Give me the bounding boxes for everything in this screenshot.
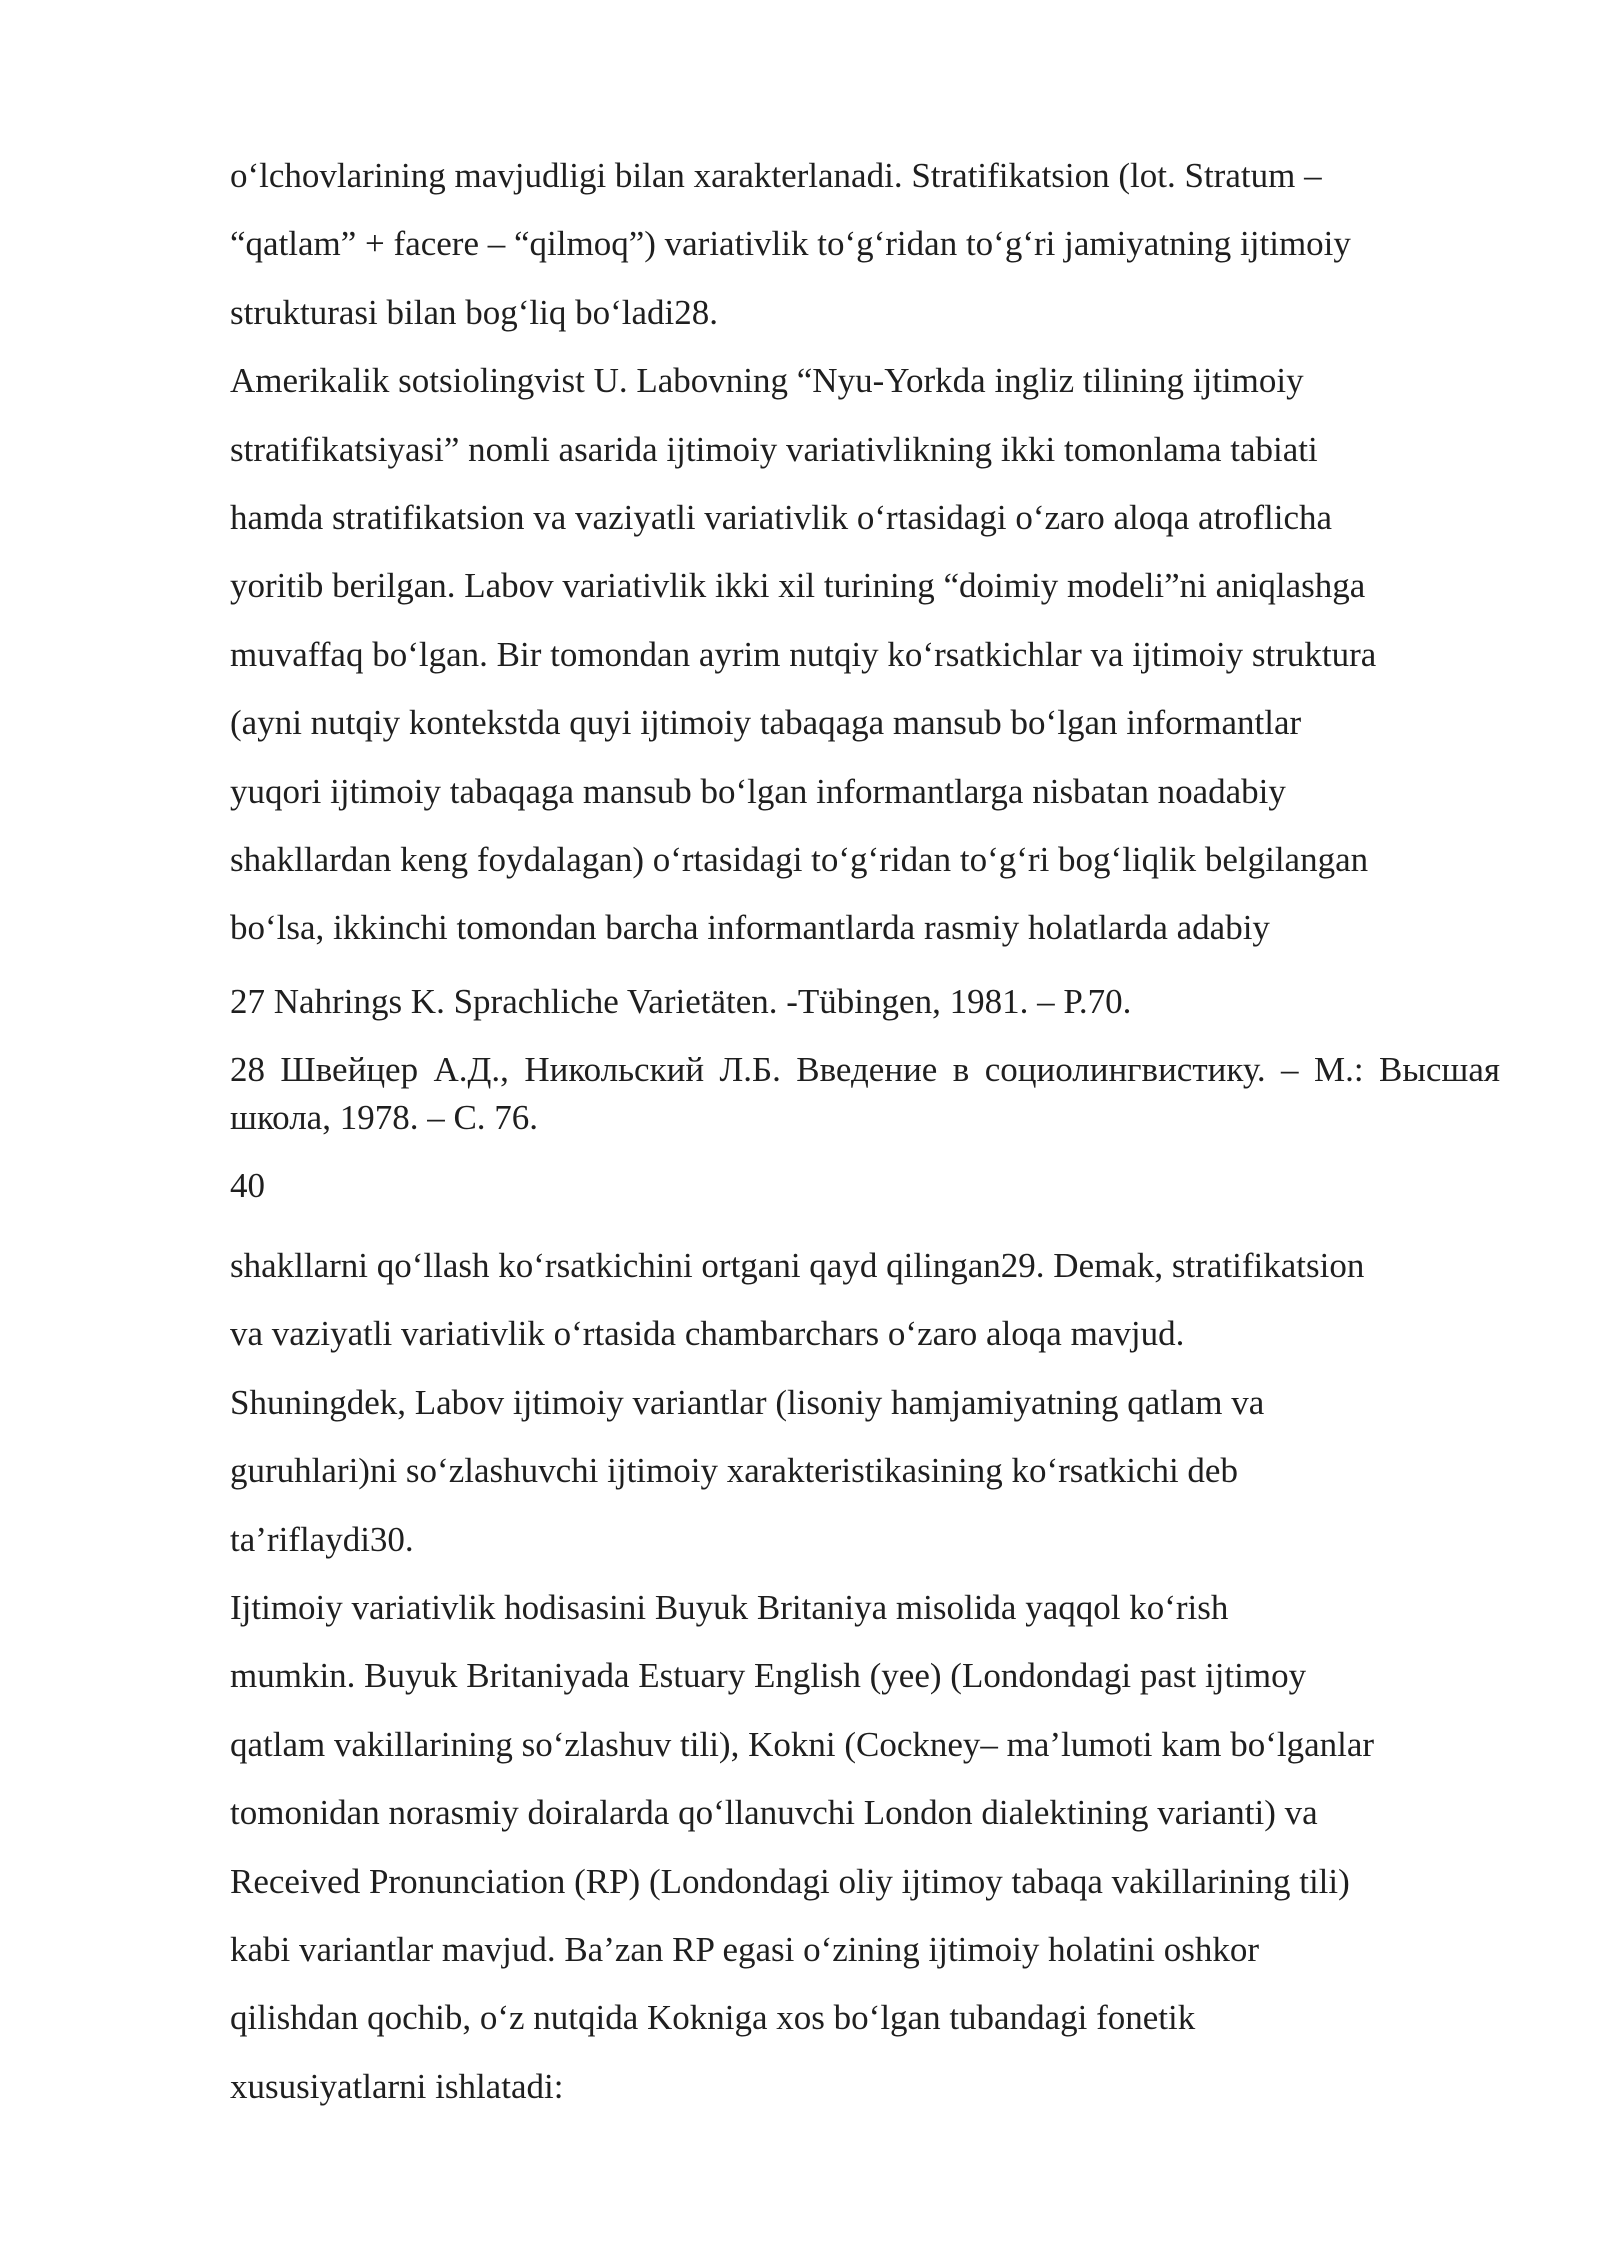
footnote-27: 27 Nahrings K. Sprachliche Varietäten. -Tübingen, 1981. – P.70.: [230, 982, 1132, 1021]
text-line: Ijtimoiy variativlik hodisasini Buyuk Britaniya misolida yaqqol ko‘rish: [230, 1588, 1229, 1628]
text-line: shakllarni qo‘llash ko‘rsatkichini ortgani qayd qilingan29. Demak, stratifikatsion: [230, 1246, 1365, 1285]
text-line: yuqori ijtimoiy tabaqaga mansub bo‘lgan informantlarga nisbatan noadabiy: [230, 771, 1286, 811]
text-line: strukturasi bilan bog‘liq bo‘ladi28.: [230, 292, 718, 332]
text-line: shakllardan keng foydalagan) o‘rtasidagi to‘g‘ridan to‘g‘ri bog‘liqlik belgilangan: [230, 840, 1369, 880]
body-text-bottom: [230, 1232, 1500, 2121]
text-line: muvaffaq bo‘lgan. Bir tomondan ayrim nutqiy ko‘rsatkichlar va ijtimoiy struktura: [230, 634, 1377, 674]
text-line: mumkin. Buyuk Britaniyada Estuary English (yee) (Londondagi past ijtimoy: [230, 1656, 1307, 1696]
text-line: va vaziyatli variativlik o‘rtasida chambarchars o‘zaro aloqa mavjud.: [230, 1314, 1185, 1354]
text-line: (ayni nutqiy kontekstda quyi ijtimoiy tabaqaga mansub bo‘lgan informantlar: [230, 703, 1302, 743]
text-line: qilishdan qochib, o‘z nutqida Kokniga xos bo‘lgan tubandagi fonetik: [230, 1998, 1196, 2038]
body-text-top: [230, 142, 1500, 963]
text-line: tomonidan norasmiy doiralarda qo‘llanuvchi London dialektining varianti) va: [230, 1793, 1318, 1833]
text-line: “qatlam” + facere – “qilmoq”) variativlik to‘g‘ridan to‘g‘ri jamiyatning ijtimoiy: [230, 224, 1351, 264]
text-line: hamda stratifikatsion va vaziyatli variativlik o‘rtasidagi o‘zaro aloqa atroflicha: [230, 498, 1333, 538]
text-line: xususiyatlarni ishlatadi:: [230, 2066, 564, 2106]
text-line: yoritib berilgan. Labov variativlik ikki xil turining “doimiy modeli”ni aniqlashga: [230, 566, 1366, 606]
page-number: 40: [230, 1166, 265, 1205]
text-line: qatlam vakillarining so‘zlashuv tili), Kokni (Cockney– ma’lumoti kam bo‘lganlar: [230, 1724, 1375, 1764]
text-line: kabi variantlar mavjud. Ba’zan RP egasi o‘zining ijtimoiy holatini oshkor: [230, 1930, 1260, 1970]
text-line: Shuningdek, Labov ijtimoiy variantlar (lisoniy hamjamiyatning qatlam va: [230, 1382, 1265, 1422]
text-line: Amerikalik sotsiolingvist U. Labovning “Nyu-Yorkda ingliz tilining ijtimoiy: [230, 361, 1304, 401]
text-line: stratifikatsiyasi” nomli asarida ijtimoiy variativlikning ikki tomonlama tabiati: [230, 429, 1318, 469]
text-line: guruhlari)ni so‘zlashuvchi ijtimoiy xarakteristikasining ko‘rsatkichi deb: [230, 1451, 1238, 1491]
text-line: bo‘lsa, ikkinchi tomondan barcha informantlarda rasmiy holatlarda adabiy: [230, 908, 1270, 948]
text-line: Received Pronunciation (RP) (Londondagi oliy ijtimoy tabaqa vakillarining tili): [230, 1861, 1350, 1901]
text-line: o‘lchovlarining mavjudligi bilan xarakterlanadi. Stratifikatsion (lot. Stratum –: [230, 156, 1322, 195]
footnote-28: 28 Швейцер А.Д., Никольский Л.Б. Введение в социолингвистику. – М.: Высшая школа, 1978. – С. 76.: [230, 1050, 1500, 1137]
text-line: ta’riflaydi30.: [230, 1519, 414, 1559]
